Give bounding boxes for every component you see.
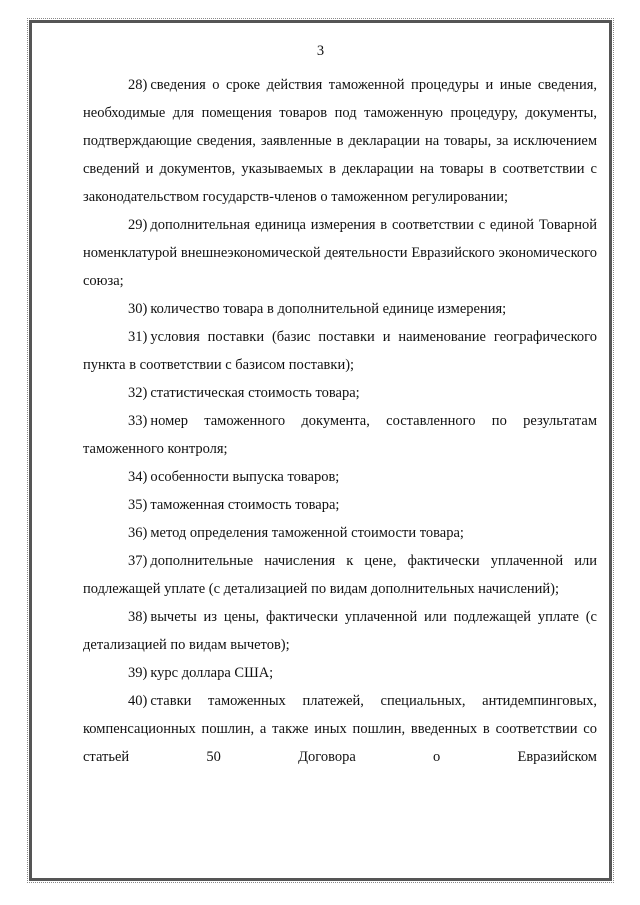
list-item-35 — [83, 491, 597, 519]
page-number: 3 — [316, 43, 325, 59]
list-item-36 — [83, 519, 597, 547]
item-number: 30) — [128, 301, 148, 317]
list-item-40 — [83, 687, 597, 771]
item-number: 33) — [128, 413, 148, 429]
item-number: 37) — [128, 553, 148, 569]
item-number: 29) — [128, 217, 148, 233]
item-number: 40) — [128, 693, 148, 709]
item-text: дополнительная единица измерения в соответствии с единой Товарной номенклатурой внешнеэкономической деятельности Евразийского экономического союза; — [83, 217, 597, 289]
list-item-37 — [83, 547, 597, 603]
item-text: статистическая стоимость товара; — [150, 385, 360, 401]
item-text: особенности выпуска товаров; — [150, 469, 340, 485]
item-number: 38) — [128, 609, 148, 625]
item-text: дополнительные начисления к цене, фактически уплаченной или подлежащей уплате (с детализацией по видам дополнительных начислений); — [83, 553, 597, 597]
item-text: вычеты из цены, фактически уплаченной или подлежащей уплате (с детализацией по видам вычетов); — [83, 609, 597, 653]
item-text: количество товара в дополнительной единице измерения; — [150, 301, 507, 317]
item-text: сведения о сроке действия таможенной процедуры и иные сведения, необходимые для помещения товаров под таможенную процедуру, документы, подтверждающие сведения, заявленные в декларации на товары, за исключением сведений и документов, указываемых в декларации на товары в соответствии с законодательством государств-членов о таможенном регулировании; — [83, 77, 597, 205]
item-text: курс доллара США; — [150, 665, 274, 681]
item-number: 31) — [128, 329, 148, 345]
item-text: ставки таможенных платежей, специальных, антидемпинговых, компенсационных пошлин, а также иных пошлин, введенных в соответствии со статьей 50 Договора о Евразийском — [83, 693, 597, 765]
list-item-33 — [83, 407, 597, 463]
item-text: метод определения таможенной стоимости товара; — [150, 525, 464, 541]
list-item-30 — [83, 295, 597, 323]
item-number: 39) — [128, 665, 148, 681]
list-item-31 — [83, 323, 597, 379]
list-item-38 — [83, 603, 597, 659]
list-item-28 — [83, 71, 597, 211]
item-text: условия поставки (базис поставки и наименование географического пункта в соответствии с базисом поставки); — [83, 329, 597, 373]
list-item-34 — [83, 463, 597, 491]
item-text: таможенная стоимость товара; — [150, 497, 340, 513]
item-number: 35) — [128, 497, 148, 513]
page-frame — [29, 20, 612, 881]
item-number: 36) — [128, 525, 148, 541]
item-text: номер таможенного документа, составленного по результатам таможенного контроля; — [83, 413, 597, 457]
list-item-29 — [83, 211, 597, 295]
document-body — [83, 71, 597, 771]
item-number: 34) — [128, 469, 148, 485]
item-number: 32) — [128, 385, 148, 401]
item-number: 28) — [128, 77, 148, 93]
list-item-39 — [83, 659, 597, 687]
list-item-32 — [83, 379, 597, 407]
